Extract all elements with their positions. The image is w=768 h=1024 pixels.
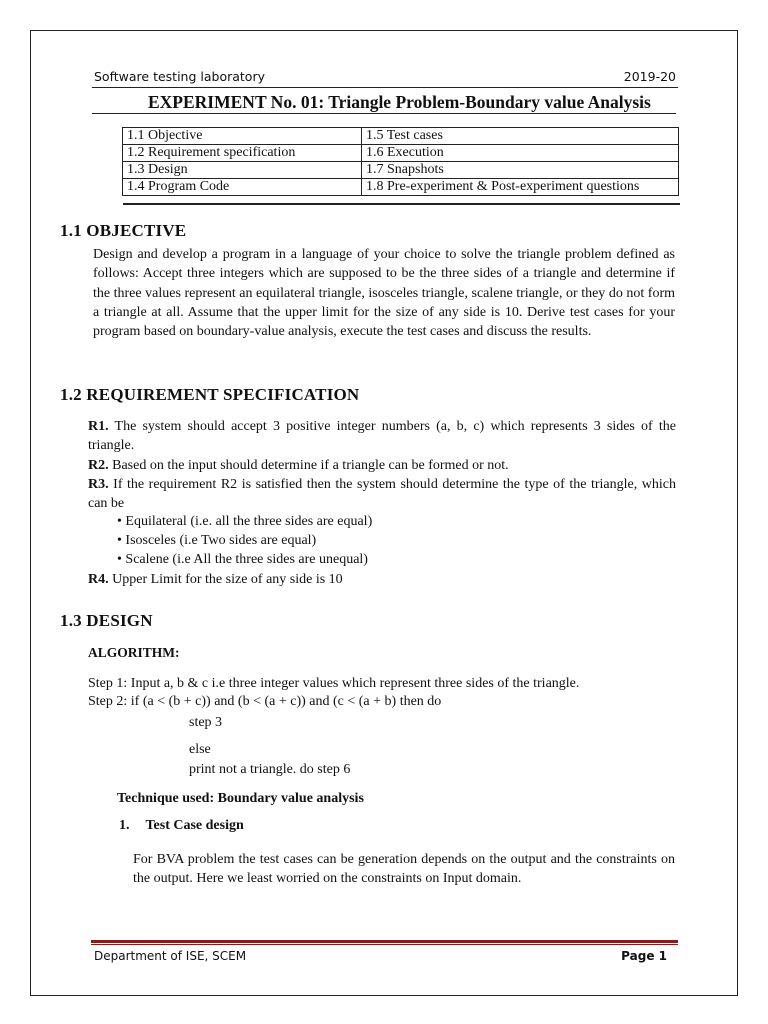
objective-text: Design and develop a program in a language of your choice to solve the triangle problem defined as follows: Accept three integers which are supposed to be the three sides of a triangle and determine if the three values represent an equilateral triangle, isosceles triangle, scalene triangle, or they do not form a triangle at all. Assume that the upper limit for the size of any side is 10. Derive test cases for your program based on boundary-value analysis, execute the test cases and discuss the results.: [93, 247, 675, 340]
toc-cell: 1.2 Requirement specification: [123, 145, 362, 162]
header-rule: [92, 87, 678, 88]
algorithm-step3: step 3: [189, 715, 223, 730]
bullet-isosceles: • Isosceles (i.e Two sides are equal): [117, 533, 317, 548]
toc-cell: 1.7 Snapshots: [362, 162, 679, 179]
bullet-scalene: • Scalene (i.e All the three sides are unequal): [117, 552, 368, 567]
r1-text: The system should accept 3 positive integer numbers (a, b, c) which represents 3 sides of the triangle.: [88, 419, 676, 453]
algorithm-else: else: [189, 742, 211, 757]
table-row: [123, 128, 679, 145]
footer-rule-thin: [91, 944, 678, 945]
r3-text: If the requirement R2 is satisfied then the system should determine the type of the triangle, which can be: [88, 477, 676, 511]
r3-label: R3.: [88, 477, 109, 492]
algorithm-step2: Step 2: if (a < (b + c)) and (b < (a + c)) and (c < (a + b) then do: [88, 694, 442, 709]
r2-text: Based on the input should determine if a triangle can be formed or not.: [108, 458, 509, 473]
requirement-r3: [88, 475, 676, 513]
footer-page-number: Page 1: [621, 949, 667, 963]
objective-heading: 1.1 OBJECTIVE: [60, 221, 187, 240]
algorithm-label: ALGORITHM:: [88, 645, 180, 660]
table-row: [123, 162, 679, 179]
requirement-r1: [88, 417, 676, 455]
footer-department: Department of ISE, SCEM: [94, 949, 247, 963]
header-course: Software testing laboratory: [94, 69, 265, 84]
toc-cell: 1.3 Design: [123, 162, 362, 179]
requirements-heading: 1.2 REQUIREMENT SPECIFICATION: [60, 385, 360, 404]
r4-text: Upper Limit for the size of any side is 10: [108, 572, 343, 587]
bullet-equilateral: • Equilateral (i.e. all the three sides are equal): [117, 514, 373, 529]
algorithm-print: print not a triangle. do step 6: [189, 762, 351, 777]
test-case-design-heading: [119, 818, 244, 834]
table-rule: [123, 203, 680, 205]
footer-rule: [91, 940, 678, 943]
contents-table: [122, 127, 679, 196]
test-case-design-label: Test Case design: [145, 818, 244, 833]
r2-label: R2.: [88, 458, 109, 473]
bva-text: For BVA problem the test cases can be generation depends on the output and the constraints on the output. Here we least worried on the constraints on Input domain.: [133, 852, 675, 887]
toc-cell: 1.5 Test cases: [362, 128, 679, 145]
r4-label: R4.: [88, 572, 109, 587]
r1-label: R1.: [88, 419, 109, 434]
algorithm-step1: Step 1: Input a, b & c i.e three integer values which represent three sides of the triangle.: [88, 676, 580, 691]
requirement-r2: [88, 456, 676, 475]
design-heading: 1.3 DESIGN: [60, 611, 153, 630]
experiment-title: EXPERIMENT No. 01: Triangle Problem-Boundary value Analysis: [148, 92, 651, 112]
toc-cell: 1.1 Objective: [123, 128, 362, 145]
toc-cell: 1.8 Pre-experiment & Post-experiment questions: [362, 179, 679, 196]
table-row: [123, 179, 679, 196]
toc-cell: 1.4 Program Code: [123, 179, 362, 196]
title-rule: [92, 113, 676, 114]
technique-label: Technique used: Boundary value analysis: [117, 791, 364, 806]
requirement-r4: [88, 572, 343, 588]
header-year: 2019-20: [623, 69, 676, 84]
table-row: [123, 145, 679, 162]
list-number: 1.: [119, 818, 130, 833]
toc-cell: 1.6 Execution: [362, 145, 679, 162]
